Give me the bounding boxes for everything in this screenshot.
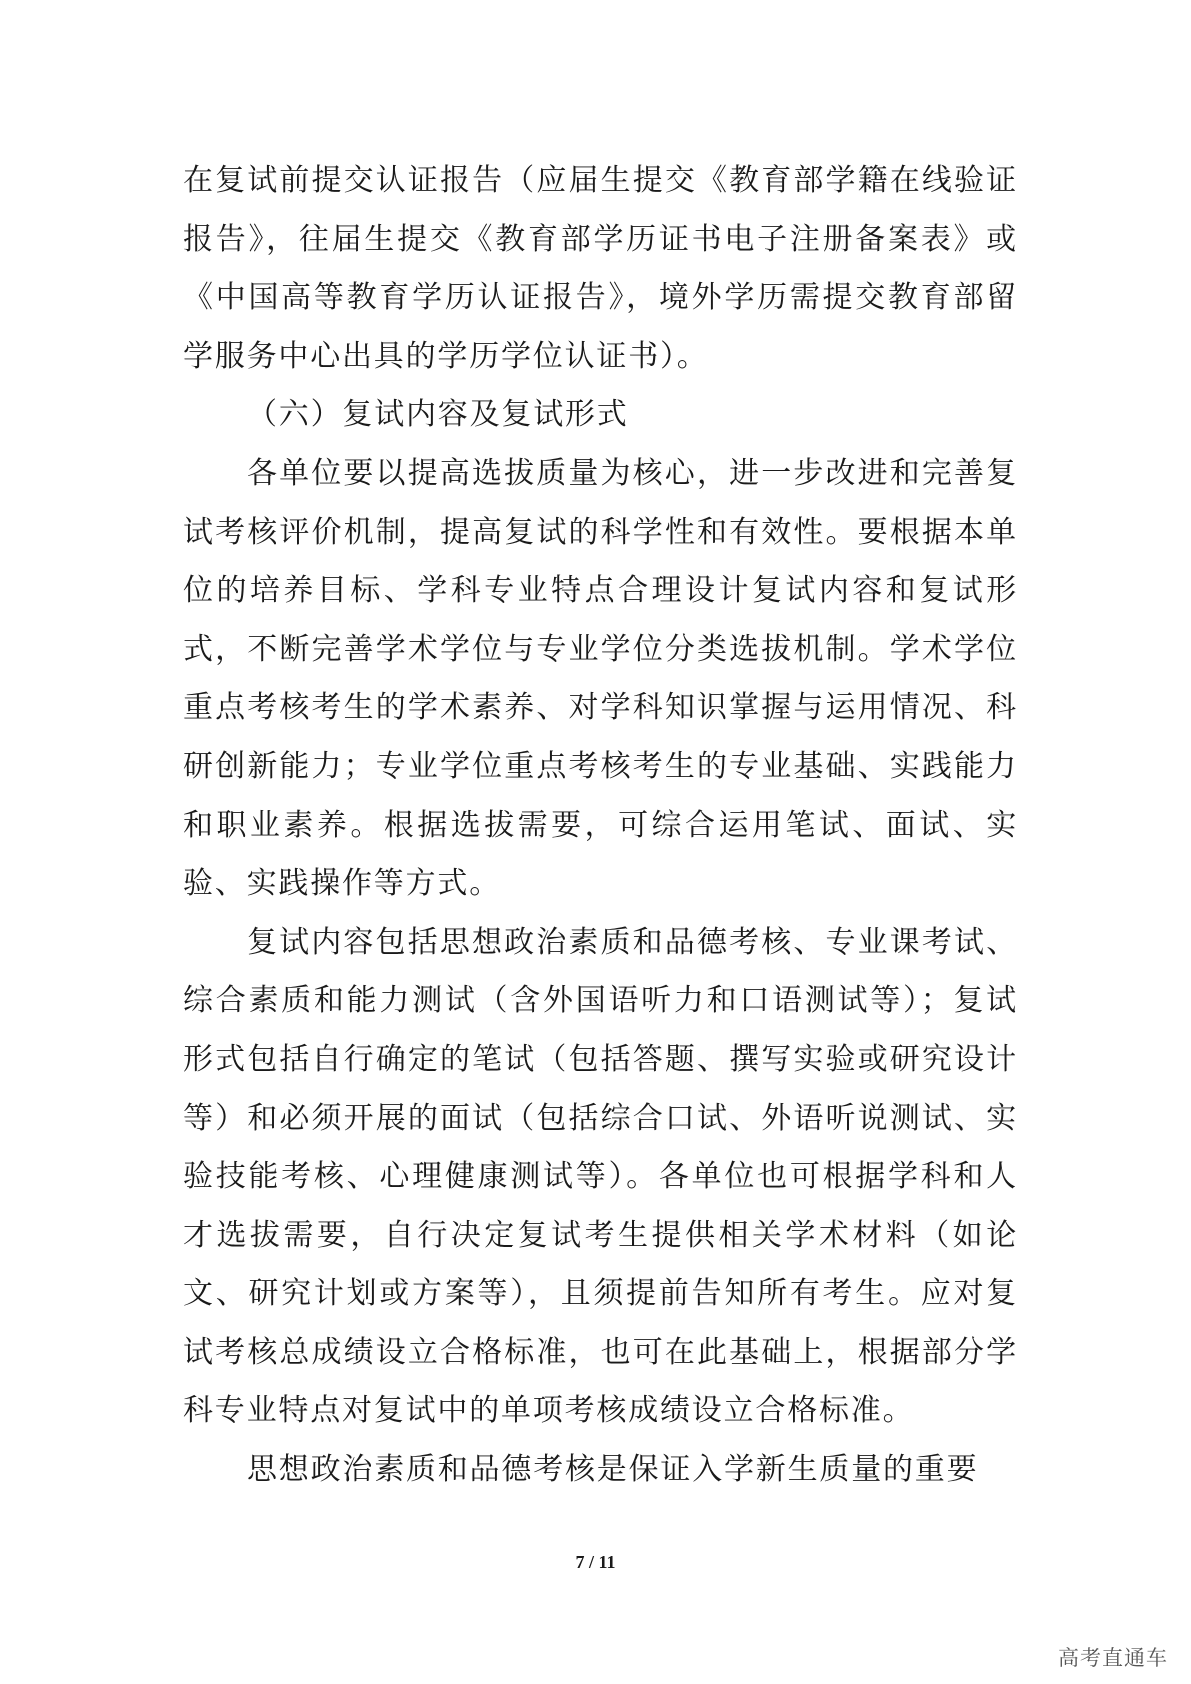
- watermark-text: 高考直通车: [1058, 1646, 1168, 1670]
- section-heading: （六）复试内容及复试形式: [247, 397, 629, 433]
- paragraph-continuation: 在复试前提交认证报告（应届生提交《教育部学籍在线验证报告》，往届生提交《教育部学历证书电子注册备案表》或《中国高等教育学历认证报告》，境外学历需提交教育部留学服务中心出具的学历学位认证书）。: [183, 163, 1018, 374]
- paragraph-body: 复试内容包括思想政治素质和品德考核、专业课考试、综合素质和能力测试（含外国语听力和口语测试等）；复试形式包括自行确定的笔试（包括答题、撰写实验或研究设计等）和必须开展的面试（包括综合口试、外语听说测试、实验技能考核、心理健康测试等）。各单位也可根据学科和人才选拔需要，自行决定复试考生提供相关学术材料（如论文、研究计划或方案等），且须提前告知所有考生。应对复试考核总成绩设立合格标准，也可在此基础上，根据部分学科专业特点对复试中的单项考核成绩设立合格标准。: [183, 924, 1018, 1429]
- paragraph-body: 思想政治素质和品德考核是保证入学新生质量的重要: [247, 1452, 979, 1488]
- page-number: 7 / 11: [575, 1552, 616, 1572]
- paragraph-body: 各单位要以提高选拔质量为核心，进一步改进和完善复试考核评价机制，提高复试的科学性和有效性。要根据本单位的培养目标、学科专业特点合理设计复试内容和复试形式，不断完善学术学位与专业学位分类选拔机制。学术学位重点考核考生的学术素养、对学科知识掌握与运用情况、科研创新能力；专业学位重点考核考生的专业基础、实践能力和职业素养。根据选拔需要，可综合运用笔试、面试、实验、实践操作等方式。: [183, 455, 1018, 902]
- document-body: [183, 152, 1018, 1500]
